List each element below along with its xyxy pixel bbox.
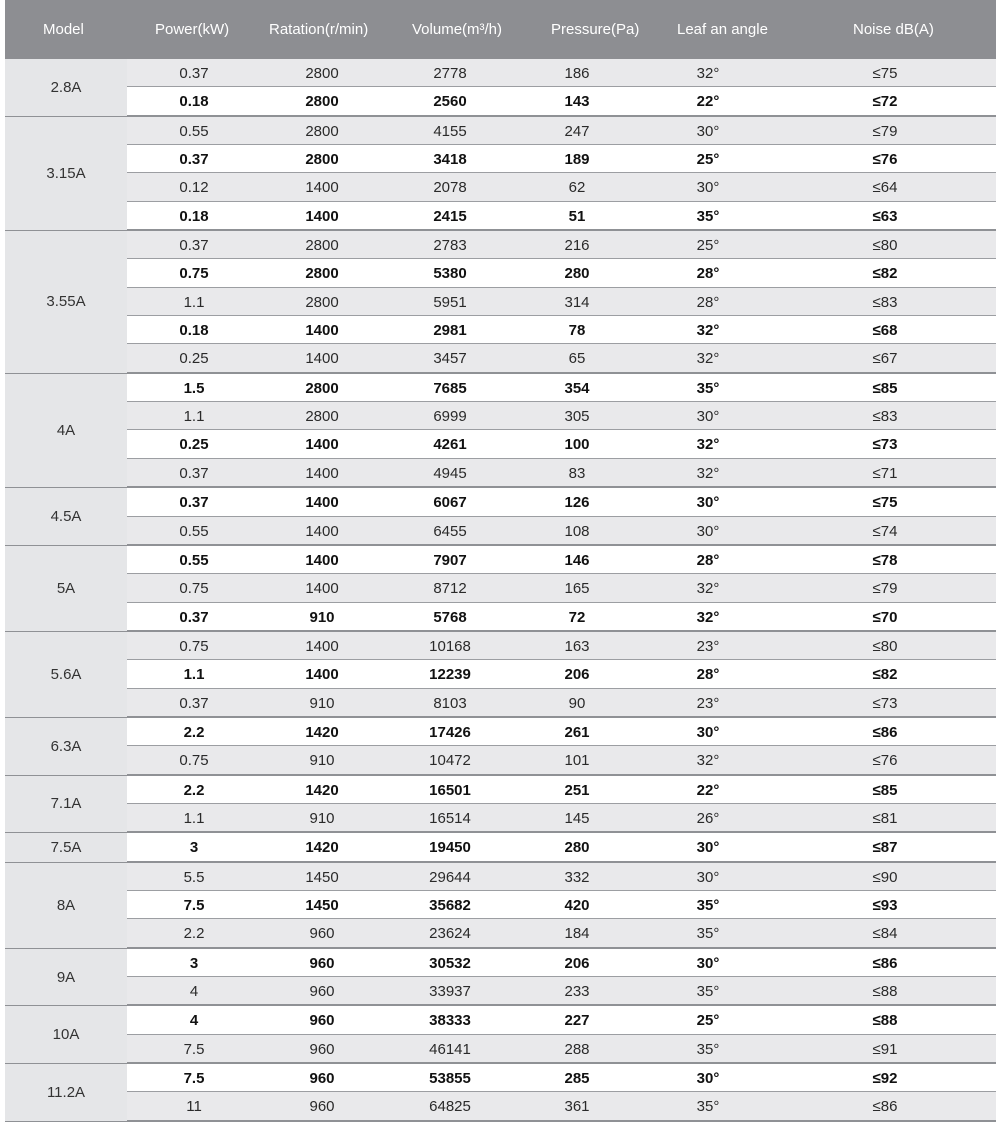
cell-volume: 2981 <box>433 322 467 340</box>
cell-volume: 12239 <box>429 666 471 684</box>
cell-leaf-angle: 32° <box>696 580 720 598</box>
model-group <box>5 949 996 1007</box>
table-row <box>127 1064 996 1092</box>
table-row <box>127 145 996 173</box>
cell-pressure: 206 <box>564 666 590 684</box>
cell-rotation: 2800 <box>305 65 339 82</box>
cell-power: 3 <box>189 839 199 857</box>
cell-volume: 8103 <box>433 694 467 712</box>
cell-volume: 4261 <box>433 436 467 454</box>
cell-pressure: 314 <box>564 293 590 311</box>
model-group <box>5 863 996 949</box>
cell-leaf-angle: 30° <box>696 868 720 886</box>
cell-pressure: 100 <box>564 436 590 454</box>
cell-rotation: 1400 <box>305 464 339 482</box>
cell-power: 4 <box>189 983 199 1000</box>
cell-power: 0.37 <box>179 464 209 482</box>
cell-rotation: 1450 <box>305 896 339 914</box>
table-row <box>127 202 996 230</box>
cell-pressure: 83 <box>568 464 586 482</box>
model-cell: 7.5A <box>5 833 127 861</box>
cell-power: 0.25 <box>179 350 209 368</box>
cell-power: 0.75 <box>179 637 209 655</box>
model-cell: 11.2A <box>5 1064 127 1121</box>
cell-noise: ≤86 <box>872 1098 898 1116</box>
cell-rotation: 960 <box>309 983 335 1000</box>
cell-rotation: 960 <box>309 954 335 972</box>
cell-rotation: 1400 <box>305 522 339 540</box>
header-pressure: Pressure(Pa) <box>551 21 640 38</box>
model-cell: 4.5A <box>5 488 127 545</box>
cell-volume: 4155 <box>433 122 467 140</box>
table-header <box>5 0 996 59</box>
cell-rotation: 910 <box>309 694 335 712</box>
header-noise: Noise dB(A) <box>853 21 934 38</box>
cell-volume: 4945 <box>433 464 467 482</box>
cell-pressure: 72 <box>568 608 586 626</box>
table-row <box>127 574 996 602</box>
cell-leaf-angle: 30° <box>696 408 720 426</box>
model-group <box>5 718 996 776</box>
table-row <box>127 517 996 545</box>
cell-rotation: 910 <box>309 809 335 827</box>
cell-noise: ≤64 <box>872 179 898 197</box>
cell-power: 3 <box>189 954 199 972</box>
cell-volume: 2560 <box>433 93 467 111</box>
cell-leaf-angle: 28° <box>696 265 720 283</box>
table-row <box>127 1006 996 1034</box>
cell-volume: 3418 <box>433 151 467 169</box>
model-cell: 3.15A <box>5 117 127 230</box>
model-cell: 10A <box>5 1006 127 1063</box>
cell-rotation: 1400 <box>305 637 339 655</box>
cell-power: 7.5 <box>183 1070 205 1088</box>
cell-rotation: 2800 <box>305 93 339 111</box>
table-row <box>127 87 996 115</box>
cell-leaf-angle: 30° <box>696 839 720 857</box>
cell-power: 0.12 <box>179 179 209 197</box>
cell-pressure: 108 <box>564 522 590 540</box>
cell-pressure: 206 <box>564 954 590 972</box>
cell-rotation: 2800 <box>305 122 339 140</box>
cell-volume: 2078 <box>433 179 467 197</box>
cell-volume: 7685 <box>433 379 467 397</box>
cell-rotation: 1400 <box>305 580 339 598</box>
model-group <box>5 776 996 834</box>
cell-pressure: 420 <box>564 896 590 914</box>
cell-noise: ≤75 <box>872 65 898 82</box>
cell-power: 0.75 <box>179 580 209 598</box>
cell-volume: 5380 <box>433 265 467 283</box>
cell-rotation: 1400 <box>305 494 339 512</box>
cell-power: 0.55 <box>179 122 209 140</box>
cell-noise: ≤86 <box>872 954 898 972</box>
cell-power: 0.18 <box>179 322 209 340</box>
cell-noise: ≤70 <box>872 608 898 626</box>
cell-pressure: 332 <box>564 868 590 886</box>
table-row <box>127 546 996 574</box>
cell-volume: 6999 <box>433 408 467 426</box>
cell-volume: 8712 <box>433 580 467 598</box>
cell-pressure: 90 <box>568 694 586 712</box>
cell-power: 0.25 <box>179 436 209 454</box>
cell-noise: ≤90 <box>872 868 898 886</box>
table-row <box>127 488 996 516</box>
cell-noise: ≤84 <box>872 925 898 943</box>
cell-noise: ≤87 <box>872 839 898 857</box>
cell-noise: ≤67 <box>872 350 898 368</box>
cell-power: 0.37 <box>179 694 209 712</box>
cell-leaf-angle: 30° <box>696 494 720 512</box>
table-row <box>127 1092 996 1120</box>
cell-power: 2.2 <box>183 723 205 741</box>
header-rotation: Ratation(r/min) <box>269 21 369 38</box>
model-cell: 8A <box>5 863 127 948</box>
model-cell: 4A <box>5 374 127 487</box>
cell-pressure: 165 <box>564 580 590 598</box>
table-row <box>127 776 996 804</box>
cell-power: 0.55 <box>179 522 209 540</box>
cell-noise: ≤72 <box>872 93 898 111</box>
cell-leaf-angle: 25° <box>696 237 720 255</box>
cell-leaf-angle: 25° <box>696 151 720 169</box>
cell-noise: ≤85 <box>872 781 898 799</box>
cell-noise: ≤88 <box>872 1012 898 1030</box>
cell-leaf-angle: 28° <box>696 551 720 569</box>
model-group <box>5 1064 996 1122</box>
model-group <box>5 632 996 718</box>
cell-volume: 10472 <box>429 752 471 770</box>
cell-leaf-angle: 23° <box>696 637 720 655</box>
cell-pressure: 51 <box>568 207 586 225</box>
cell-rotation: 1420 <box>305 781 339 799</box>
cell-volume: 46141 <box>429 1040 471 1058</box>
cell-pressure: 189 <box>564 151 590 169</box>
table-row <box>127 919 996 947</box>
table-row <box>127 231 996 259</box>
header-volume: Volume(m³/h) <box>412 21 503 38</box>
model-cell: 9A <box>5 949 127 1006</box>
cell-leaf-angle: 35° <box>696 896 720 914</box>
cell-rotation: 1400 <box>305 551 339 569</box>
table-row <box>127 746 996 774</box>
cell-pressure: 233 <box>564 983 590 1000</box>
cell-pressure: 126 <box>564 494 590 512</box>
cell-volume: 38333 <box>429 1012 471 1030</box>
cell-leaf-angle: 35° <box>696 379 720 397</box>
cell-rotation: 1400 <box>305 179 339 197</box>
cell-power: 1.1 <box>183 809 205 827</box>
cell-noise: ≤91 <box>872 1040 898 1058</box>
cell-leaf-angle: 22° <box>696 781 720 799</box>
cell-pressure: 261 <box>564 723 590 741</box>
model-group <box>5 488 996 546</box>
table-row <box>127 718 996 746</box>
table-row <box>127 977 996 1005</box>
model-group <box>5 231 996 374</box>
cell-power: 0.37 <box>179 608 209 626</box>
cell-power: 7.5 <box>183 1040 205 1058</box>
cell-noise: ≤63 <box>872 207 898 225</box>
table-body <box>5 59 996 1122</box>
cell-volume: 30532 <box>429 954 471 972</box>
cell-volume: 23624 <box>429 925 471 943</box>
cell-noise: ≤71 <box>872 464 898 482</box>
cell-leaf-angle: 30° <box>696 723 720 741</box>
cell-power: 7.5 <box>183 896 205 914</box>
cell-volume: 10168 <box>429 637 471 655</box>
cell-noise: ≤82 <box>872 265 898 283</box>
model-group <box>5 546 996 632</box>
model-group <box>5 833 996 862</box>
cell-noise: ≤86 <box>872 723 898 741</box>
cell-pressure: 143 <box>564 93 590 111</box>
cell-power: 2.2 <box>183 925 205 943</box>
cell-volume: 2778 <box>433 65 467 82</box>
cell-leaf-angle: 30° <box>696 122 720 140</box>
cell-volume: 6455 <box>433 522 467 540</box>
cell-leaf-angle: 35° <box>696 1040 720 1058</box>
cell-pressure: 247 <box>564 122 590 140</box>
cell-noise: ≤80 <box>872 637 898 655</box>
cell-leaf-angle: 35° <box>696 1098 720 1116</box>
cell-rotation: 2800 <box>305 265 339 283</box>
model-group <box>5 59 996 117</box>
cell-pressure: 145 <box>564 809 590 827</box>
cell-noise: ≤83 <box>872 408 898 426</box>
cell-leaf-angle: 32° <box>696 464 720 482</box>
cell-pressure: 101 <box>564 752 590 770</box>
table-row <box>127 173 996 201</box>
cell-noise: ≤76 <box>872 752 898 770</box>
cell-pressure: 288 <box>564 1040 590 1058</box>
cell-rotation: 1400 <box>305 436 339 454</box>
cell-leaf-angle: 30° <box>696 954 720 972</box>
cell-noise: ≤93 <box>872 896 898 914</box>
cell-rotation: 910 <box>309 608 335 626</box>
table-row <box>127 259 996 287</box>
cell-power: 0.75 <box>179 265 209 283</box>
cell-volume: 5768 <box>433 608 467 626</box>
cell-rotation: 1400 <box>305 350 339 368</box>
cell-power: 0.37 <box>179 151 209 169</box>
model-cell: 6.3A <box>5 718 127 775</box>
cell-power: 2.2 <box>183 781 205 799</box>
cell-noise: ≤68 <box>872 322 898 340</box>
cell-leaf-angle: 32° <box>696 322 720 340</box>
cell-volume: 16514 <box>429 809 471 827</box>
cell-volume: 16501 <box>429 781 471 799</box>
cell-pressure: 285 <box>564 1070 590 1088</box>
cell-rotation: 2800 <box>305 237 339 255</box>
table-row <box>127 603 996 631</box>
cell-leaf-angle: 30° <box>696 1070 720 1088</box>
header-leaf-angle: Leaf an angle <box>677 21 768 38</box>
cell-volume: 29644 <box>429 868 471 886</box>
cell-pressure: 146 <box>564 551 590 569</box>
cell-power: 5.5 <box>183 868 205 886</box>
cell-pressure: 354 <box>564 379 590 397</box>
cell-noise: ≤88 <box>872 983 898 1000</box>
cell-rotation: 2800 <box>305 293 339 311</box>
cell-pressure: 62 <box>568 179 586 197</box>
cell-rotation: 1420 <box>305 723 339 741</box>
table-row <box>127 804 996 832</box>
cell-noise: ≤74 <box>872 522 898 540</box>
table-row <box>127 863 996 891</box>
cell-leaf-angle: 30° <box>696 179 720 197</box>
cell-rotation: 2800 <box>305 408 339 426</box>
cell-leaf-angle: 32° <box>696 608 720 626</box>
cell-pressure: 78 <box>568 322 586 340</box>
cell-power: 0.18 <box>179 93 209 111</box>
model-cell: 2.8A <box>5 59 127 116</box>
model-group <box>5 374 996 488</box>
cell-leaf-angle: 30° <box>696 522 720 540</box>
cell-leaf-angle: 23° <box>696 694 720 712</box>
cell-noise: ≤92 <box>872 1070 898 1088</box>
cell-noise: ≤85 <box>872 379 898 397</box>
model-cell: 7.1A <box>5 776 127 833</box>
fan-spec-table <box>5 0 996 1122</box>
table-row <box>127 660 996 688</box>
cell-power: 1.5 <box>183 379 205 397</box>
cell-power: 4 <box>189 1012 199 1030</box>
cell-volume: 5951 <box>433 293 467 311</box>
cell-volume: 19450 <box>429 839 471 857</box>
cell-power: 0.37 <box>179 65 209 82</box>
cell-volume: 53855 <box>429 1070 471 1088</box>
cell-leaf-angle: 35° <box>696 983 720 1000</box>
cell-noise: ≤81 <box>872 809 898 827</box>
cell-rotation: 1400 <box>305 666 339 684</box>
cell-power: 1.1 <box>183 408 205 426</box>
table-row <box>127 316 996 344</box>
cell-rotation: 960 <box>309 1098 335 1116</box>
cell-leaf-angle: 28° <box>696 293 720 311</box>
cell-pressure: 184 <box>564 925 590 943</box>
cell-volume: 2783 <box>433 237 467 255</box>
cell-pressure: 280 <box>564 839 590 857</box>
cell-volume: 33937 <box>429 983 471 1000</box>
cell-volume: 64825 <box>429 1098 471 1116</box>
cell-rotation: 1400 <box>305 207 339 225</box>
cell-leaf-angle: 35° <box>696 207 720 225</box>
cell-power: 0.18 <box>179 207 209 225</box>
cell-leaf-angle: 32° <box>696 436 720 454</box>
model-group <box>5 1006 996 1064</box>
cell-rotation: 2800 <box>305 151 339 169</box>
model-cell: 5.6A <box>5 632 127 717</box>
table-row <box>127 1035 996 1063</box>
cell-pressure: 305 <box>564 408 590 426</box>
header-model: Model <box>43 21 84 38</box>
cell-rotation: 910 <box>309 752 335 770</box>
cell-rotation: 1450 <box>305 868 339 886</box>
cell-power: 0.37 <box>179 494 209 512</box>
cell-power: 0.37 <box>179 237 209 255</box>
cell-power: 0.75 <box>179 752 209 770</box>
table-row <box>127 689 996 717</box>
cell-pressure: 227 <box>564 1012 590 1030</box>
table-row <box>127 117 996 145</box>
cell-volume: 35682 <box>429 896 471 914</box>
cell-pressure: 163 <box>564 637 590 655</box>
table-row <box>127 430 996 458</box>
cell-rotation: 960 <box>309 1070 335 1088</box>
cell-pressure: 361 <box>564 1098 590 1116</box>
cell-volume: 6067 <box>433 494 467 512</box>
cell-pressure: 280 <box>564 265 590 283</box>
cell-pressure: 65 <box>568 350 586 368</box>
cell-noise: ≤76 <box>872 151 898 169</box>
cell-leaf-angle: 26° <box>696 809 720 827</box>
table-row <box>127 891 996 919</box>
model-cell: 3.55A <box>5 231 127 373</box>
cell-rotation: 1400 <box>305 322 339 340</box>
cell-noise: ≤75 <box>872 494 898 512</box>
cell-rotation: 960 <box>309 1012 335 1030</box>
table-row <box>127 459 996 487</box>
cell-noise: ≤78 <box>872 551 898 569</box>
cell-leaf-angle: 25° <box>696 1012 720 1030</box>
cell-leaf-angle: 28° <box>696 666 720 684</box>
table-row <box>127 402 996 430</box>
cell-power: 11 <box>186 1098 202 1116</box>
table-row <box>127 59 996 87</box>
cell-power: 1.1 <box>183 293 205 311</box>
cell-noise: ≤83 <box>872 293 898 311</box>
table-row <box>127 632 996 660</box>
model-group <box>5 117 996 231</box>
cell-volume: 2415 <box>433 207 467 225</box>
cell-pressure: 186 <box>564 65 590 82</box>
cell-noise: ≤82 <box>872 666 898 684</box>
cell-noise: ≤79 <box>872 580 898 598</box>
cell-power: 0.55 <box>179 551 209 569</box>
table-row <box>127 833 996 861</box>
cell-leaf-angle: 22° <box>696 93 720 111</box>
cell-volume: 17426 <box>429 723 471 741</box>
cell-rotation: 2800 <box>305 379 339 397</box>
cell-leaf-angle: 32° <box>696 65 720 82</box>
cell-leaf-angle: 32° <box>696 350 720 368</box>
cell-rotation: 960 <box>309 925 335 943</box>
cell-noise: ≤73 <box>872 436 898 454</box>
cell-pressure: 216 <box>564 237 590 255</box>
table-row <box>127 288 996 316</box>
cell-rotation: 960 <box>309 1040 335 1058</box>
header-power: Power(kW) <box>155 21 230 38</box>
cell-rotation: 1420 <box>305 839 339 857</box>
model-cell: 5A <box>5 546 127 631</box>
table-row <box>127 949 996 977</box>
cell-pressure: 251 <box>564 781 590 799</box>
cell-noise: ≤80 <box>872 237 898 255</box>
cell-power: 1.1 <box>183 666 205 684</box>
cell-leaf-angle: 32° <box>696 752 720 770</box>
table-row <box>127 344 996 372</box>
cell-volume: 3457 <box>433 350 467 368</box>
cell-volume: 7907 <box>433 551 467 569</box>
cell-leaf-angle: 35° <box>696 925 720 943</box>
cell-noise: ≤73 <box>872 694 898 712</box>
cell-noise: ≤79 <box>872 122 898 140</box>
table-row <box>127 374 996 402</box>
